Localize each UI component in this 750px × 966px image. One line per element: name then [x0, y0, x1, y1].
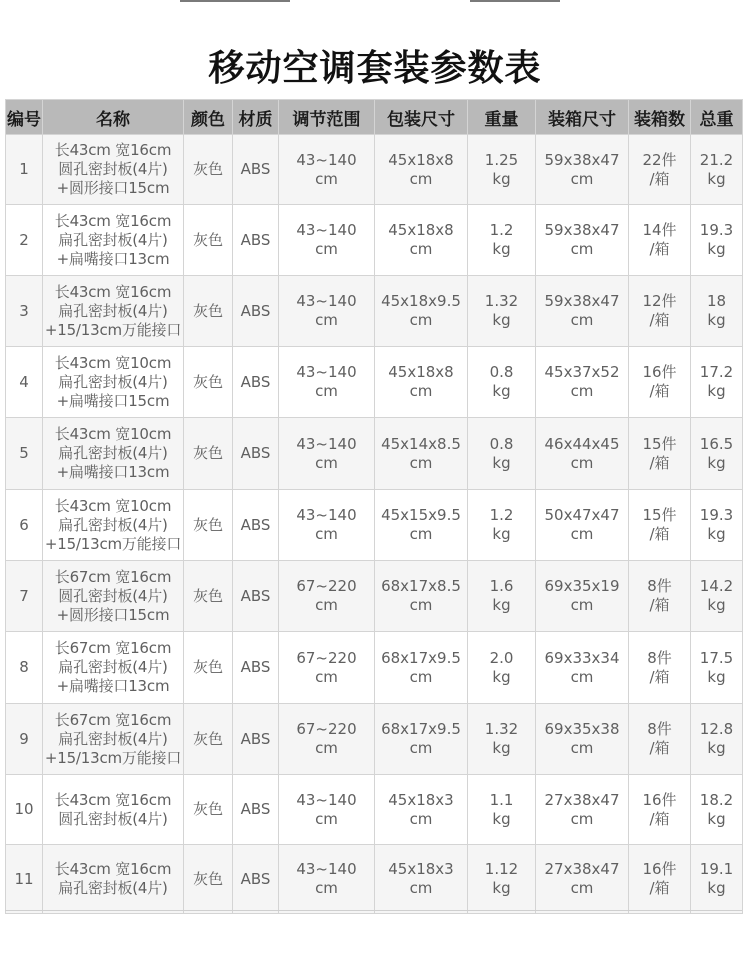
cell-total: 19.1 kg [691, 845, 743, 914]
cell-weight: 1.2 kg [468, 205, 536, 276]
cell-total: 21.2 kg [691, 135, 743, 205]
cell-pack-size: 45x18x8 cm [375, 347, 468, 418]
cell-pack-size: 45x18x9.5 cm [375, 276, 468, 347]
cell-weight: 1.32 kg [468, 704, 536, 775]
cell-color: 灰色 [184, 775, 233, 845]
table-row [6, 561, 743, 632]
cell-box-size: 27x38x47 cm [536, 845, 629, 914]
cell-range: 43~140 cm [279, 347, 375, 418]
cell-box-size: 59x38x47 cm [536, 276, 629, 347]
cell-no: 4 [6, 347, 43, 418]
cell-name: 长67cm 宽16cm 扁孔密封板(4片) +15/13cm万能接口 [43, 704, 184, 775]
top-divider-left [180, 0, 290, 2]
cell-range: 67~220 cm [279, 704, 375, 775]
table-row [6, 632, 743, 704]
cell-weight: 1.25 kg [468, 135, 536, 205]
header-pack-size: 包装尺寸 [375, 100, 468, 135]
cell-weight: 1.12 kg [468, 845, 536, 914]
cell-weight: 1.6 kg [468, 561, 536, 632]
cell-color: 灰色 [184, 276, 233, 347]
cell-no: 8 [6, 632, 43, 704]
cell-name: 长43cm 宽16cm 圆孔密封板(4片) +圆形接口15cm [43, 135, 184, 205]
cell-material: ABS [233, 845, 279, 914]
cell-name: 长43cm 宽10cm 扁孔密封板(4片) +15/13cm万能接口 [43, 490, 184, 561]
cell-color: 灰色 [184, 632, 233, 704]
cell-name: 长43cm 宽10cm 扁孔密封板(4片) +扁嘴接口13cm [43, 418, 184, 490]
cell-total: 14.2 kg [691, 561, 743, 632]
cell-color: 灰色 [184, 347, 233, 418]
header-name: 名称 [43, 100, 184, 135]
table-bottom-rule [5, 910, 742, 911]
cell-material: ABS [233, 418, 279, 490]
table-row [6, 418, 743, 490]
cell-range: 43~140 cm [279, 775, 375, 845]
page-title: 移动空调套装参数表 [208, 48, 542, 89]
cell-weight: 1.32 kg [468, 276, 536, 347]
header-box-size: 装箱尺寸 [536, 100, 629, 135]
table-row [6, 845, 743, 914]
cell-pack-size: 45x18x8 cm [375, 205, 468, 276]
cell-box-size: 50x47x47 cm [536, 490, 629, 561]
cell-range: 67~220 cm [279, 632, 375, 704]
cell-material: ABS [233, 490, 279, 561]
cell-color: 灰色 [184, 845, 233, 914]
table-row [6, 704, 743, 775]
cell-color: 灰色 [184, 561, 233, 632]
cell-pack-size: 45x18x3 cm [375, 775, 468, 845]
cell-pack-size: 68x17x9.5 cm [375, 704, 468, 775]
cell-color: 灰色 [184, 418, 233, 490]
cell-name: 长43cm 宽16cm 圆孔密封板(4片) [43, 775, 184, 845]
cell-box-size: 45x37x52 cm [536, 347, 629, 418]
cell-no: 7 [6, 561, 43, 632]
cell-box-size: 69x33x34 cm [536, 632, 629, 704]
cell-no: 9 [6, 704, 43, 775]
cell-weight: 0.8 kg [468, 418, 536, 490]
cell-box-qty: 12件 /箱 [629, 276, 691, 347]
cell-total: 12.8 kg [691, 704, 743, 775]
cell-no: 1 [6, 135, 43, 205]
cell-weight: 0.8 kg [468, 347, 536, 418]
cell-pack-size: 45x18x3 cm [375, 845, 468, 914]
cell-box-qty: 8件 /箱 [629, 704, 691, 775]
header-row [6, 100, 743, 135]
header-total: 总重 [691, 100, 743, 135]
cell-name: 长43cm 宽10cm 扁孔密封板(4片) +扁嘴接口15cm [43, 347, 184, 418]
cell-weight: 1.2 kg [468, 490, 536, 561]
cell-total: 18 kg [691, 276, 743, 347]
cell-no: 3 [6, 276, 43, 347]
cell-box-size: 69x35x38 cm [536, 704, 629, 775]
cell-no: 5 [6, 418, 43, 490]
header-material: 材质 [233, 100, 279, 135]
cell-no: 6 [6, 490, 43, 561]
cell-box-size: 69x35x19 cm [536, 561, 629, 632]
table-row [6, 347, 743, 418]
cell-color: 灰色 [184, 704, 233, 775]
cell-name: 长43cm 宽16cm 扁孔密封板(4片) [43, 845, 184, 914]
cell-material: ABS [233, 704, 279, 775]
cell-weight: 1.1 kg [468, 775, 536, 845]
cell-range: 43~140 cm [279, 205, 375, 276]
cell-material: ABS [233, 775, 279, 845]
header-weight: 重量 [468, 100, 536, 135]
spec-table [5, 99, 743, 914]
table-row [6, 775, 743, 845]
cell-weight: 2.0 kg [468, 632, 536, 704]
cell-color: 灰色 [184, 135, 233, 205]
cell-no: 2 [6, 205, 43, 276]
cell-no: 10 [6, 775, 43, 845]
top-divider-right [470, 0, 560, 2]
table-row [6, 135, 743, 205]
cell-box-size: 59x38x47 cm [536, 205, 629, 276]
header-range: 调节范围 [279, 100, 375, 135]
cell-box-qty: 15件 /箱 [629, 418, 691, 490]
cell-material: ABS [233, 632, 279, 704]
cell-material: ABS [233, 276, 279, 347]
cell-box-qty: 22件 /箱 [629, 135, 691, 205]
cell-box-qty: 14件 /箱 [629, 205, 691, 276]
cell-name: 长67cm 宽16cm 扁孔密封板(4片) +扁嘴接口13cm [43, 632, 184, 704]
cell-range: 43~140 cm [279, 845, 375, 914]
cell-pack-size: 45x14x8.5 cm [375, 418, 468, 490]
cell-pack-size: 45x18x8 cm [375, 135, 468, 205]
cell-no: 11 [6, 845, 43, 914]
cell-box-size: 59x38x47 cm [536, 135, 629, 205]
cell-material: ABS [233, 561, 279, 632]
cell-box-qty: 8件 /箱 [629, 632, 691, 704]
cell-box-qty: 16件 /箱 [629, 775, 691, 845]
cell-box-qty: 16件 /箱 [629, 845, 691, 914]
cell-box-qty: 15件 /箱 [629, 490, 691, 561]
cell-material: ABS [233, 135, 279, 205]
cell-total: 17.5 kg [691, 632, 743, 704]
cell-pack-size: 45x15x9.5 cm [375, 490, 468, 561]
header-color: 颜色 [184, 100, 233, 135]
cell-box-size: 46x44x45 cm [536, 418, 629, 490]
cell-color: 灰色 [184, 490, 233, 561]
header-box-qty: 装箱数 [629, 100, 691, 135]
cell-box-size: 27x38x47 cm [536, 775, 629, 845]
cell-box-qty: 16件 /箱 [629, 347, 691, 418]
cell-range: 43~140 cm [279, 418, 375, 490]
cell-total: 16.5 kg [691, 418, 743, 490]
table-row [6, 205, 743, 276]
cell-material: ABS [233, 347, 279, 418]
header-no: 编号 [6, 100, 43, 135]
cell-range: 43~140 cm [279, 135, 375, 205]
cell-range: 43~140 cm [279, 490, 375, 561]
cell-range: 67~220 cm [279, 561, 375, 632]
cell-pack-size: 68x17x8.5 cm [375, 561, 468, 632]
cell-total: 19.3 kg [691, 205, 743, 276]
cell-color: 灰色 [184, 205, 233, 276]
cell-name: 长43cm 宽16cm 扁孔密封板(4片) +扁嘴接口13cm [43, 205, 184, 276]
cell-total: 18.2 kg [691, 775, 743, 845]
cell-name: 长67cm 宽16cm 圆孔密封板(4片) +圆形接口15cm [43, 561, 184, 632]
cell-range: 43~140 cm [279, 276, 375, 347]
table-row [6, 276, 743, 347]
cell-material: ABS [233, 205, 279, 276]
cell-pack-size: 68x17x9.5 cm [375, 632, 468, 704]
cell-total: 17.2 kg [691, 347, 743, 418]
table-row [6, 490, 743, 561]
cell-box-qty: 8件 /箱 [629, 561, 691, 632]
cell-name: 长43cm 宽16cm 扁孔密封板(4片) +15/13cm万能接口 [43, 276, 184, 347]
cell-total: 19.3 kg [691, 490, 743, 561]
